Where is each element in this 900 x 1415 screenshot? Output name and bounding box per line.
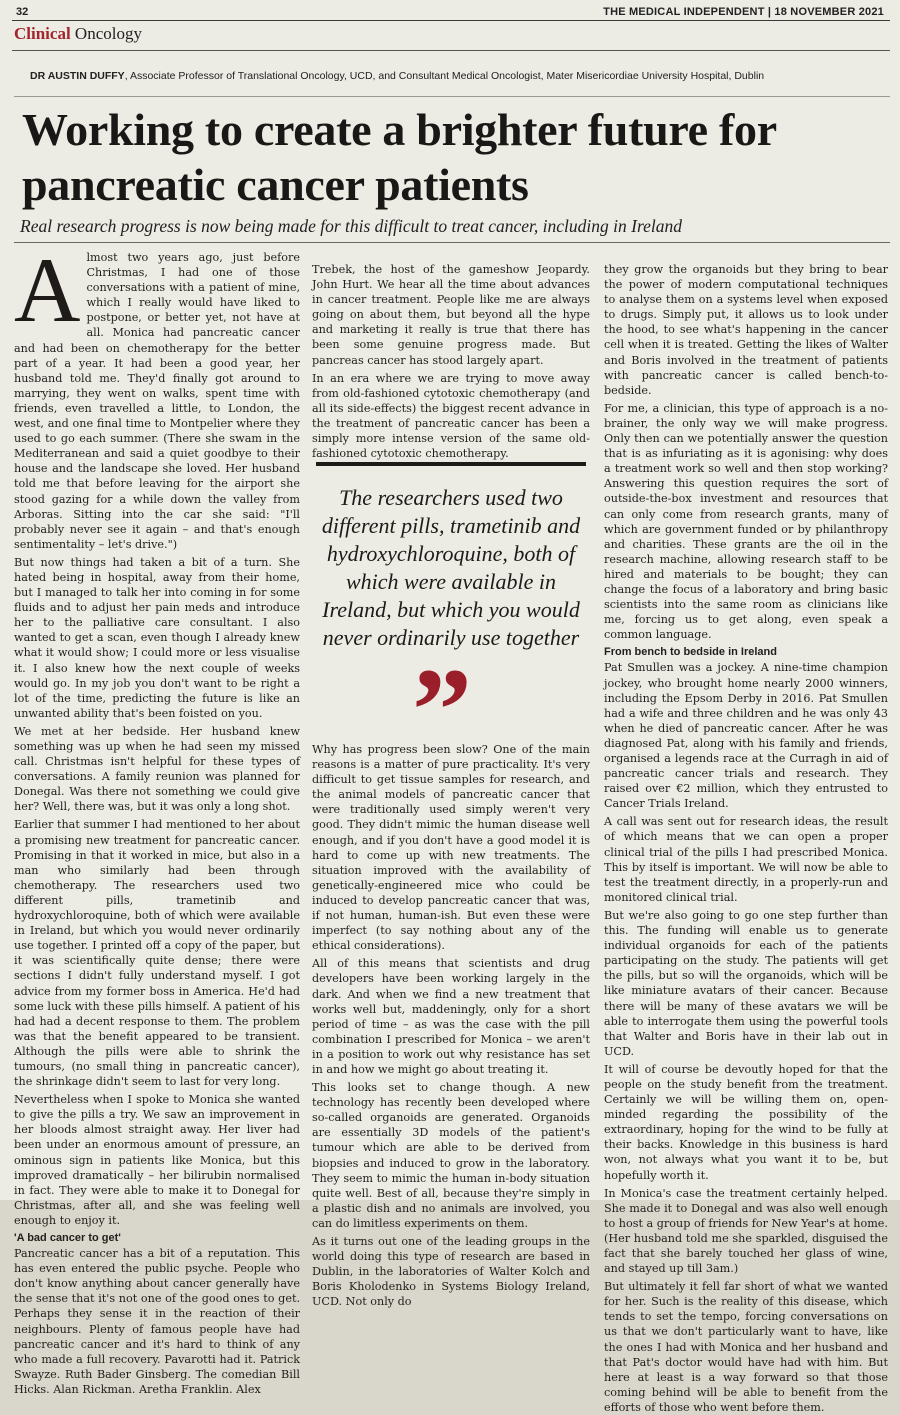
article-paragraph: they grow the organoids but they bring to bear the power of modern computational techniques to analyse them on a systems level when exposed to drugs. Simply put, it allows us to look under the hood, to see what's happening in the cancer cell when it is treated. Getting the likes of Walter and Boris involved in the treatment of patients with pancreatic cancer is called bench-to-bedside.	[604, 263, 888, 397]
byline-affiliation: , Associate Professor of Translational Oncology, UCD, and Consultant Medical Oncologist, Mater Misericordiae University Hospital, Dublin	[124, 70, 765, 82]
article-paragraph: Pancreatic cancer has a bit of a reputation. This has even entered the public psyche. People who don't know anything about cancer generally have the sense that it's not one of the good ones to get. Perhaps they sense it in the reaction of their neighbours. Plenty of famous people have had pancreatic cancer and it's hard to think of any who made a full recovery. Pavarotti had it. Patrick Swayze. Ruth Bader Ginsberg. The comedian Bill Hicks. Alan Rickman. Aretha Franklin. Alex	[14, 1247, 300, 1396]
header-rule	[12, 20, 890, 21]
page-header	[14, 4, 888, 20]
quotation-mark-icon: ”	[412, 643, 472, 776]
section-rule	[12, 50, 890, 51]
article-paragraph: But ultimately it fell far short of what we wanted for her. Such is the reality of this disease, which tends to set the tempo, forcing conversations on us that we don't particularly want to have, like the ones I had with Monica and her husband and that Pat's doctor would have had with him. But here at least is a way forward so that those coming behind will be able to benefit from the efforts of those who went before them.	[604, 1280, 888, 1414]
byline-author: DR AUSTIN DUFFY	[30, 70, 125, 82]
article-paragraph: In an era where we are trying to move away from old-fashioned cytotoxic chemotherapy (and all its side-effects) the biggest recent advance in the treatment of pancreatic cancer has been a simply more intense version of the same old-fashioned cytotoxic chemotherapy.	[312, 371, 590, 461]
subheading: From bench to bedside in Ireland	[604, 646, 777, 659]
article-paragraph: In Monica's case the treatment certainly helped. She made it to Donegal and was also well enough to host a group of friends for New Year's at home. (Her husband told me she sparkled, disguised the fact that she barely touched her glass of wine, and stayed up till 3am.)	[604, 1186, 888, 1276]
byline	[30, 70, 880, 82]
section-label-secondary: Oncology	[74, 24, 142, 43]
article-paragraph: A call was sent out for research ideas, the result of which means that we can open a proper clinical trial of the pills I had prescribed Monica. This by itself is important. We will now be able to test the treatment directly, in a properly-run and monitored clinical trial.	[604, 815, 888, 904]
publication-dateline: THE MEDICAL INDEPENDENT | 18 NOVEMBER 2021	[603, 6, 884, 18]
article-paragraph: We met at her bedside. Her husband knew something was up when he had seen my missed call. Christmas isn't helpful for these types of conversations. A family reunion was planned for Donegal. Was there not something we could give her? Well, there was, but it was only a long shot.	[14, 724, 300, 814]
pull-quote: The researchers used two different pills, trametinib and hydroxychloroquine, both of which were available in Ireland, but which you would never ordinarily use together	[321, 485, 581, 650]
pull-quote-rule	[316, 462, 586, 466]
article-column-2-bottom	[312, 742, 590, 1309]
byline-rule	[14, 96, 890, 97]
article-paragraph: Pat Smullen was a jockey. A nine-time champion jockey, who brought home nearly 2000 winners, including the Epsom Derby in 2016. Pat Smullen had a wife and three children and he was only 43 when he died of pancreatic cancer. After he was diagnosed Pat, along with his family and friends, organised a legends race at the Curragh in aid of pancreatic cancer trials and research. They raised over €2 million, which they entrusted to Cancer Trials Ireland.	[604, 661, 888, 811]
article-paragraph: But we're also going to go one step further than this. The funding will enable us to generate individual organoids for each of the patients participating on the study. The patients will get the pills, but so will the organoids, which will be like miniature avatars of their cancer. Because there will be many of these avatars we will be able to interrogate them using the powerful tools that Walter and Boris have in their lab out in UCD.	[604, 908, 888, 1058]
article-paragraph: For me, a clinician, this type of approach is a no-brainer, the only way we will make progress. Only then can we potentially answer the question that is as infuriating as it is agonising: why does a treatment work so well and then stop working? Answering this question requires the sort of outside-the-box investment and resources that can only come from research grants, many of which are government funded or by philanthropy and charities. These grants are the oil in the research machine, allowing research staff to be hired and materials to be bought; they can change the focus of a laboratory and bring basic scientists into the same room as clinicians like me, forcing us to get along, even speak a common language.	[604, 401, 888, 642]
pull-quote-box	[316, 462, 586, 652]
article-paragraph: Almost two years ago, just before Christmas, I had one of those conversations with a patient of mine, which I really would have liked to postpone, or better yet, not have at all. Monica had pancreatic cancer and had been on chemotherapy for the better part of a year. It had been a good year, her husband told me. They'd finally got around to marrying, they went on walks, spent time with friends, even travelled a little, to London, the west, and one final time to Montpelier where they used to go each summer. (There she swam in the Mediterranean and said a quiet goodbye to their house and the landscape she loved. Her husband told me that before leaving for the airport she stood gazing for a while down the valley from Arboras. Sitting into the car she said: "I'll probably never see it again – and that's enough sentimentality – let's drive.")	[14, 239, 300, 551]
article-column-3	[604, 262, 888, 1414]
article-paragraph: But now things had taken a bit of a turn. She hated being in hospital, away from their home, but I managed to talk her into coming in for some fluids and to adjust her pain meds and introduce her to the palliative care consultant. I also wanted to get a scan, even though I already knew what it would show; I could more or less visualise it. I also knew how the next couple of weeks would go. In my job you don't want to be right a lot of the time, predicting the future is like an unwanted ability that's been foisted on you.	[14, 555, 300, 720]
article-paragraph: This looks set to change though. A new technology has recently been developed where so-called organoids are generated. Organoids are essentially 3D models of the patient's tumour which are able to be derived from biopsies and induced to grow in the laboratory. They seem to mimic the human in-body situation quite well. Best of all, because they're simply in a plastic dish and no animals are involved, you can do limitless experiments on them.	[312, 1081, 590, 1230]
article-column-2-top	[312, 262, 590, 461]
section-label-primary: Clinical	[14, 24, 71, 43]
article-paragraph: Why has progress been slow? One of the main reasons is a matter of pure practicality. It's very difficult to get tissue samples for research, and the animal models of pancreatic cancer that were traditionally used simply weren't very good. They didn't mimic the human disease well enough, and if you don't have a good model it is hard to come up with new treatments. The situation improved with the availability of genetically-engineered mice who could be induced to develop pancreatic cancer that was, if not human, human-ish. But even these were imperfect (to say nothing about any of the ethical considerations).	[312, 743, 590, 953]
article-paragraph: It will of course be devoutly hoped for that the people on the study benefit from the treatment. Certainly we will be willing them on, open-minded regarding the possibility of the extraordinary, hoping for the wind to be fully at their backs. Knowledge in this business is hard won, not always what you want it to be, but hopefully worth it.	[604, 1062, 888, 1182]
article-column-1	[14, 239, 300, 1396]
standfirst: Real research progress is now being made for this difficult to treat cancer, including in Ireland	[20, 216, 683, 236]
page-number: 32	[16, 6, 29, 18]
article-paragraph: Earlier that summer I had mentioned to her about a promising new treatment for pancreatic cancer. Promising in that it worked in mice, but also in a man who similarly had been through chemotherapy. The researchers used two different pills, trametinib and hydroxychloroquine, both of which were available in Ireland, but which you would never ordinarily use together. I printed off a copy of the paper, but it was scientifically quite dense; there were sections I didn't fully understand myself. I got advice from my former boss in America. He'd had some luck with these pills himself. A patient of his had had a decent response to them. The problem was that the benefit appeared to be transient. Although the pills were able to shrink the tumours, (no small thing in pancreatic cancer), the shrinkage didn't seem to last for very long.	[14, 818, 300, 1089]
subheading: 'A bad cancer to get'	[14, 1232, 121, 1244]
article-paragraph: Trebek, the host of the gameshow Jeopardy. John Hurt. We hear all the time about advances in cancer treatment. People like me are always going on about them, but beyond all the hype and marketing it really is true that there has been some genuine progress made. But pancreas cancer has stood largely apart.	[312, 263, 590, 367]
section-label	[14, 24, 142, 44]
drop-cap: A	[14, 239, 81, 341]
standfirst-rule	[14, 242, 890, 243]
article-paragraph: As it turns out one of the leading groups in the world doing this type of research are based in Dublin, in the laboratories of Walter Kolch and Boris Kholodenko in Systems Biology Ireland, UCD. Not only do	[312, 1235, 590, 1309]
article-paragraph: All of this means that scientists and drug developers have been working largely in the dark. And when we find a new treatment that works well but, maddeningly, only for a short period of time – as was the case with the pill combination I prescribed for Monica – we aren't in a position to work out why resistance has set in and how we might go about treating it.	[312, 957, 590, 1076]
article-paragraph: Nevertheless when I spoke to Monica she wanted to give the pills a try. We saw an improvement in her bloods almost straight away. Her liver had been under an enormous amount of pressure, an ominous sign in patients like Monica, but this improved dramatically – her bilirubin normalised in fact. They were able to make it to Donegal for Christmas, after all, and she was feeling well enough to enjoy it.	[14, 1093, 300, 1227]
headline: Working to create a brighter future for pancreatic cancer patients	[22, 104, 776, 210]
